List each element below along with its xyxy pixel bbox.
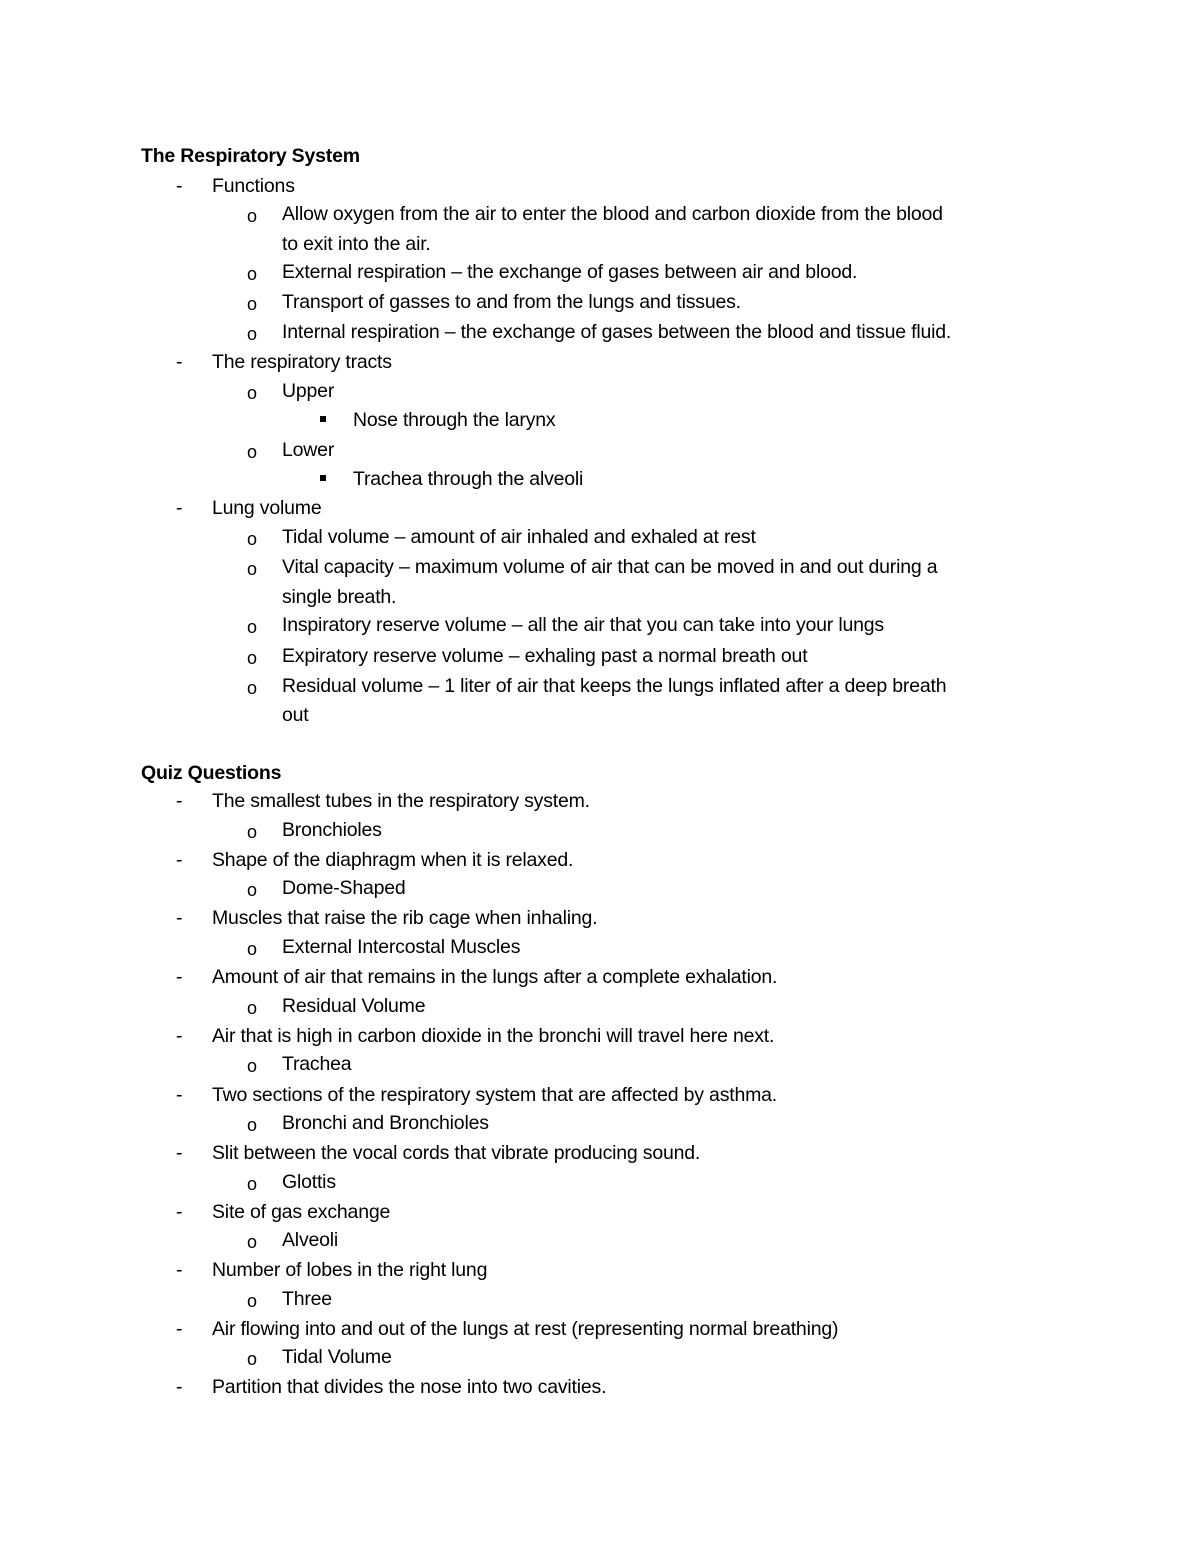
dash-bullet: - — [176, 1318, 183, 1340]
function-item-1: Allow oxygen from the air to enter the blood and carbon dioxide from the blood — [282, 203, 943, 225]
quiz-question-6: Two sections of the respiratory system that are affected by asthma. — [212, 1084, 778, 1106]
quiz-question-9: Number of lobes in the right lung — [212, 1259, 488, 1281]
dash-bullet: - — [176, 1025, 183, 1047]
functions-label: Functions — [212, 175, 295, 197]
dash-bullet: - — [176, 907, 183, 929]
circle-bullet: o — [247, 383, 258, 403]
tract-lower: Lower — [282, 439, 335, 461]
dash-bullet: - — [176, 1142, 183, 1164]
quiz-question-2: Shape of the diaphragm when it is relaxed. — [212, 849, 574, 871]
quiz-answer-8: Alveoli — [282, 1229, 339, 1251]
quiz-question-8: Site of gas exchange — [212, 1201, 391, 1223]
square-bullet — [320, 416, 326, 422]
circle-bullet: o — [247, 1291, 258, 1311]
quiz-answer-3: External Intercostal Muscles — [282, 936, 521, 958]
circle-bullet: o — [247, 880, 258, 900]
circle-bullet: o — [247, 822, 258, 842]
dash-bullet: - — [176, 1259, 183, 1281]
quiz-answer-1: Bronchioles — [282, 819, 382, 841]
quiz-question-7: Slit between the vocal cords that vibrate producing sound. — [212, 1142, 701, 1164]
lung-volume-item-3: Inspiratory reserve volume – all the air that you can take into your lungs — [282, 614, 884, 636]
quiz-question-4: Amount of air that remains in the lungs after a complete exhalation. — [212, 966, 778, 988]
function-item-2: External respiration – the exchange of gases between air and blood. — [282, 261, 858, 283]
tract-upper-detail: Nose through the larynx — [353, 409, 556, 431]
quiz-answer-10: Tidal Volume — [282, 1346, 392, 1368]
section-title-quiz-questions: Quiz Questions — [141, 762, 282, 784]
dash-bullet: - — [176, 351, 183, 373]
lung-volume-item-5-continued: out — [282, 704, 309, 726]
quiz-question-11: Partition that divides the nose into two cavities. — [212, 1376, 607, 1398]
quiz-answer-4: Residual Volume — [282, 995, 426, 1017]
function-item-4: Internal respiration – the exchange of gases between the blood and tissue fluid. — [282, 321, 952, 343]
circle-bullet: o — [247, 294, 258, 314]
circle-bullet: o — [247, 648, 258, 668]
dash-bullet: - — [176, 1376, 183, 1398]
lung-volume-item-1: Tidal volume – amount of air inhaled and exhaled at rest — [282, 526, 756, 548]
quiz-question-5: Air that is high in carbon dioxide in the bronchi will travel here next. — [212, 1025, 775, 1047]
lung-volume-label: Lung volume — [212, 497, 322, 519]
circle-bullet: o — [247, 1232, 258, 1252]
dash-bullet: - — [176, 966, 183, 988]
quiz-question-10: Air flowing into and out of the lungs at rest (representing normal breathing) — [212, 1318, 839, 1340]
circle-bullet: o — [247, 442, 258, 462]
quiz-question-1: The smallest tubes in the respiratory system. — [212, 790, 590, 812]
function-item-3: Transport of gasses to and from the lungs and tissues. — [282, 291, 741, 313]
lung-volume-item-2-continued: single breath. — [282, 586, 397, 608]
dash-bullet: - — [176, 790, 183, 812]
quiz-answer-6: Bronchi and Bronchioles — [282, 1112, 489, 1134]
dash-bullet: - — [176, 175, 183, 197]
circle-bullet: o — [247, 1349, 258, 1369]
quiz-answer-9: Three — [282, 1288, 332, 1310]
circle-bullet: o — [247, 1115, 258, 1135]
quiz-answer-5: Trachea — [282, 1053, 352, 1075]
circle-bullet: o — [247, 264, 258, 284]
quiz-answer-2: Dome-Shaped — [282, 877, 406, 899]
circle-bullet: o — [247, 617, 258, 637]
tract-upper: Upper — [282, 380, 335, 402]
square-bullet — [320, 475, 326, 481]
lung-volume-item-2: Vital capacity – maximum volume of air that can be moved in and out during a — [282, 556, 938, 578]
dash-bullet: - — [176, 1201, 183, 1223]
tract-lower-detail: Trachea through the alveoli — [353, 468, 584, 490]
circle-bullet: o — [247, 206, 258, 226]
dash-bullet: - — [176, 849, 183, 871]
circle-bullet: o — [247, 1174, 258, 1194]
circle-bullet: o — [247, 939, 258, 959]
circle-bullet: o — [247, 559, 258, 579]
circle-bullet: o — [247, 1056, 258, 1076]
lung-volume-item-4: Expiratory reserve volume – exhaling past a normal breath out — [282, 645, 808, 667]
function-item-1-continued: to exit into the air. — [282, 233, 431, 255]
quiz-answer-7: Glottis — [282, 1171, 336, 1193]
circle-bullet: o — [247, 998, 258, 1018]
circle-bullet: o — [247, 324, 258, 344]
section-title-respiratory-system: The Respiratory System — [141, 145, 360, 167]
dash-bullet: - — [176, 1084, 183, 1106]
dash-bullet: - — [176, 497, 183, 519]
quiz-question-3: Muscles that raise the rib cage when inhaling. — [212, 907, 598, 929]
tracts-label: The respiratory tracts — [212, 351, 392, 373]
lung-volume-item-5: Residual volume – 1 liter of air that keeps the lungs inflated after a deep breath — [282, 675, 947, 697]
circle-bullet: o — [247, 678, 258, 698]
circle-bullet: o — [247, 529, 258, 549]
